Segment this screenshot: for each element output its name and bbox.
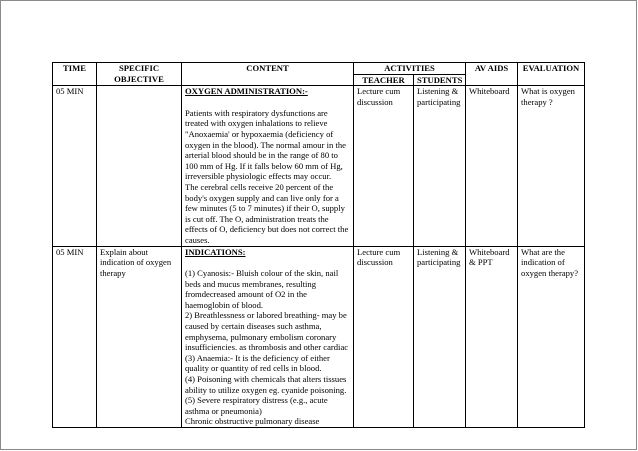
row-evaluation: What are the indication of oxygen therapy? [518,246,585,428]
row-objective: Explain about indication of oxygen therapy [97,246,182,428]
row-av-aids: Whiteboard [466,86,518,246]
header-teacher: TEACHER [354,74,414,86]
header-evaluation: EVALUATION [518,63,585,86]
header-objective: SPECIFIC OBJECTIVE [97,63,182,86]
header-content: CONTENT [182,63,354,86]
row-student-activity: Listening & participating [414,246,466,428]
content-spacer [185,257,350,268]
header-av-aids: AV AIDS [466,63,518,86]
content-heading: OXYGEN ADMINISTRATION:- [185,86,308,97]
header-students: STUDENTS [414,74,466,86]
row-objective [97,86,182,246]
content-body: (1) Cyanosis:- Bluish colour of the skin, nail beds and mucus membranes, resulting fromdecreased amount of O2 in the haemoglobin of blood. 2) Breathlessness or labored breathing- may be caused by certain diseases such asthma, emphysema, pulmonary embolism coronary insufficiencies. as thrombosis and other cardiac (3) Anaemia:- It is the deficiency of either quality or quantity of red cells in blood. (4) Poisoning with chemicals that alters tissues ability to utilize oxygen eg. cyanide poisoning. (5) Severe respiratory distress (e.g., acute asthma or pneumonia) Chronic obstructive pulmonary disease [185,268,349,427]
table-row [53,246,585,428]
row-av-aids: Whiteboard & PPT [466,246,518,428]
header-row [53,63,585,75]
row-time: 05 MIN [53,86,97,246]
row-content [182,246,354,428]
content-spacer [185,97,350,108]
table-row [53,86,585,246]
header-activities: ACTIVITIES [354,63,466,75]
content-body: Patients with respiratory dysfunctions are treated with oxygen inhalations to relieve "Anoxaemia' or hypoxaemia (deficiency of oxygen in the blood). The normal amour in the arterial blood should be in the range of 80 to 100 mm of Hg. If it falls below 60 mm of Hg, irreversible physiologic effects may occur. The cerebral cells receive 20 percent of the body's oxygen supply and can live only for a few minutes (5 to 7 minutes) if their O, supply is cut off. The O, administration treats the effects of O, deficiency but does not correct the causes. [185,107,349,245]
content-heading: INDICATIONS: [185,246,246,257]
row-teacher-activity: Lecture cum discussion [354,86,414,246]
lesson-plan-table [52,62,585,428]
header-time: TIME [53,63,97,86]
row-evaluation: What is oxygen therapy ? [518,86,585,246]
row-content [182,86,354,246]
row-student-activity: Listening & participating [414,86,466,246]
row-time: 05 MIN [53,246,97,428]
row-teacher-activity: Lecture cum discussion [354,246,414,428]
